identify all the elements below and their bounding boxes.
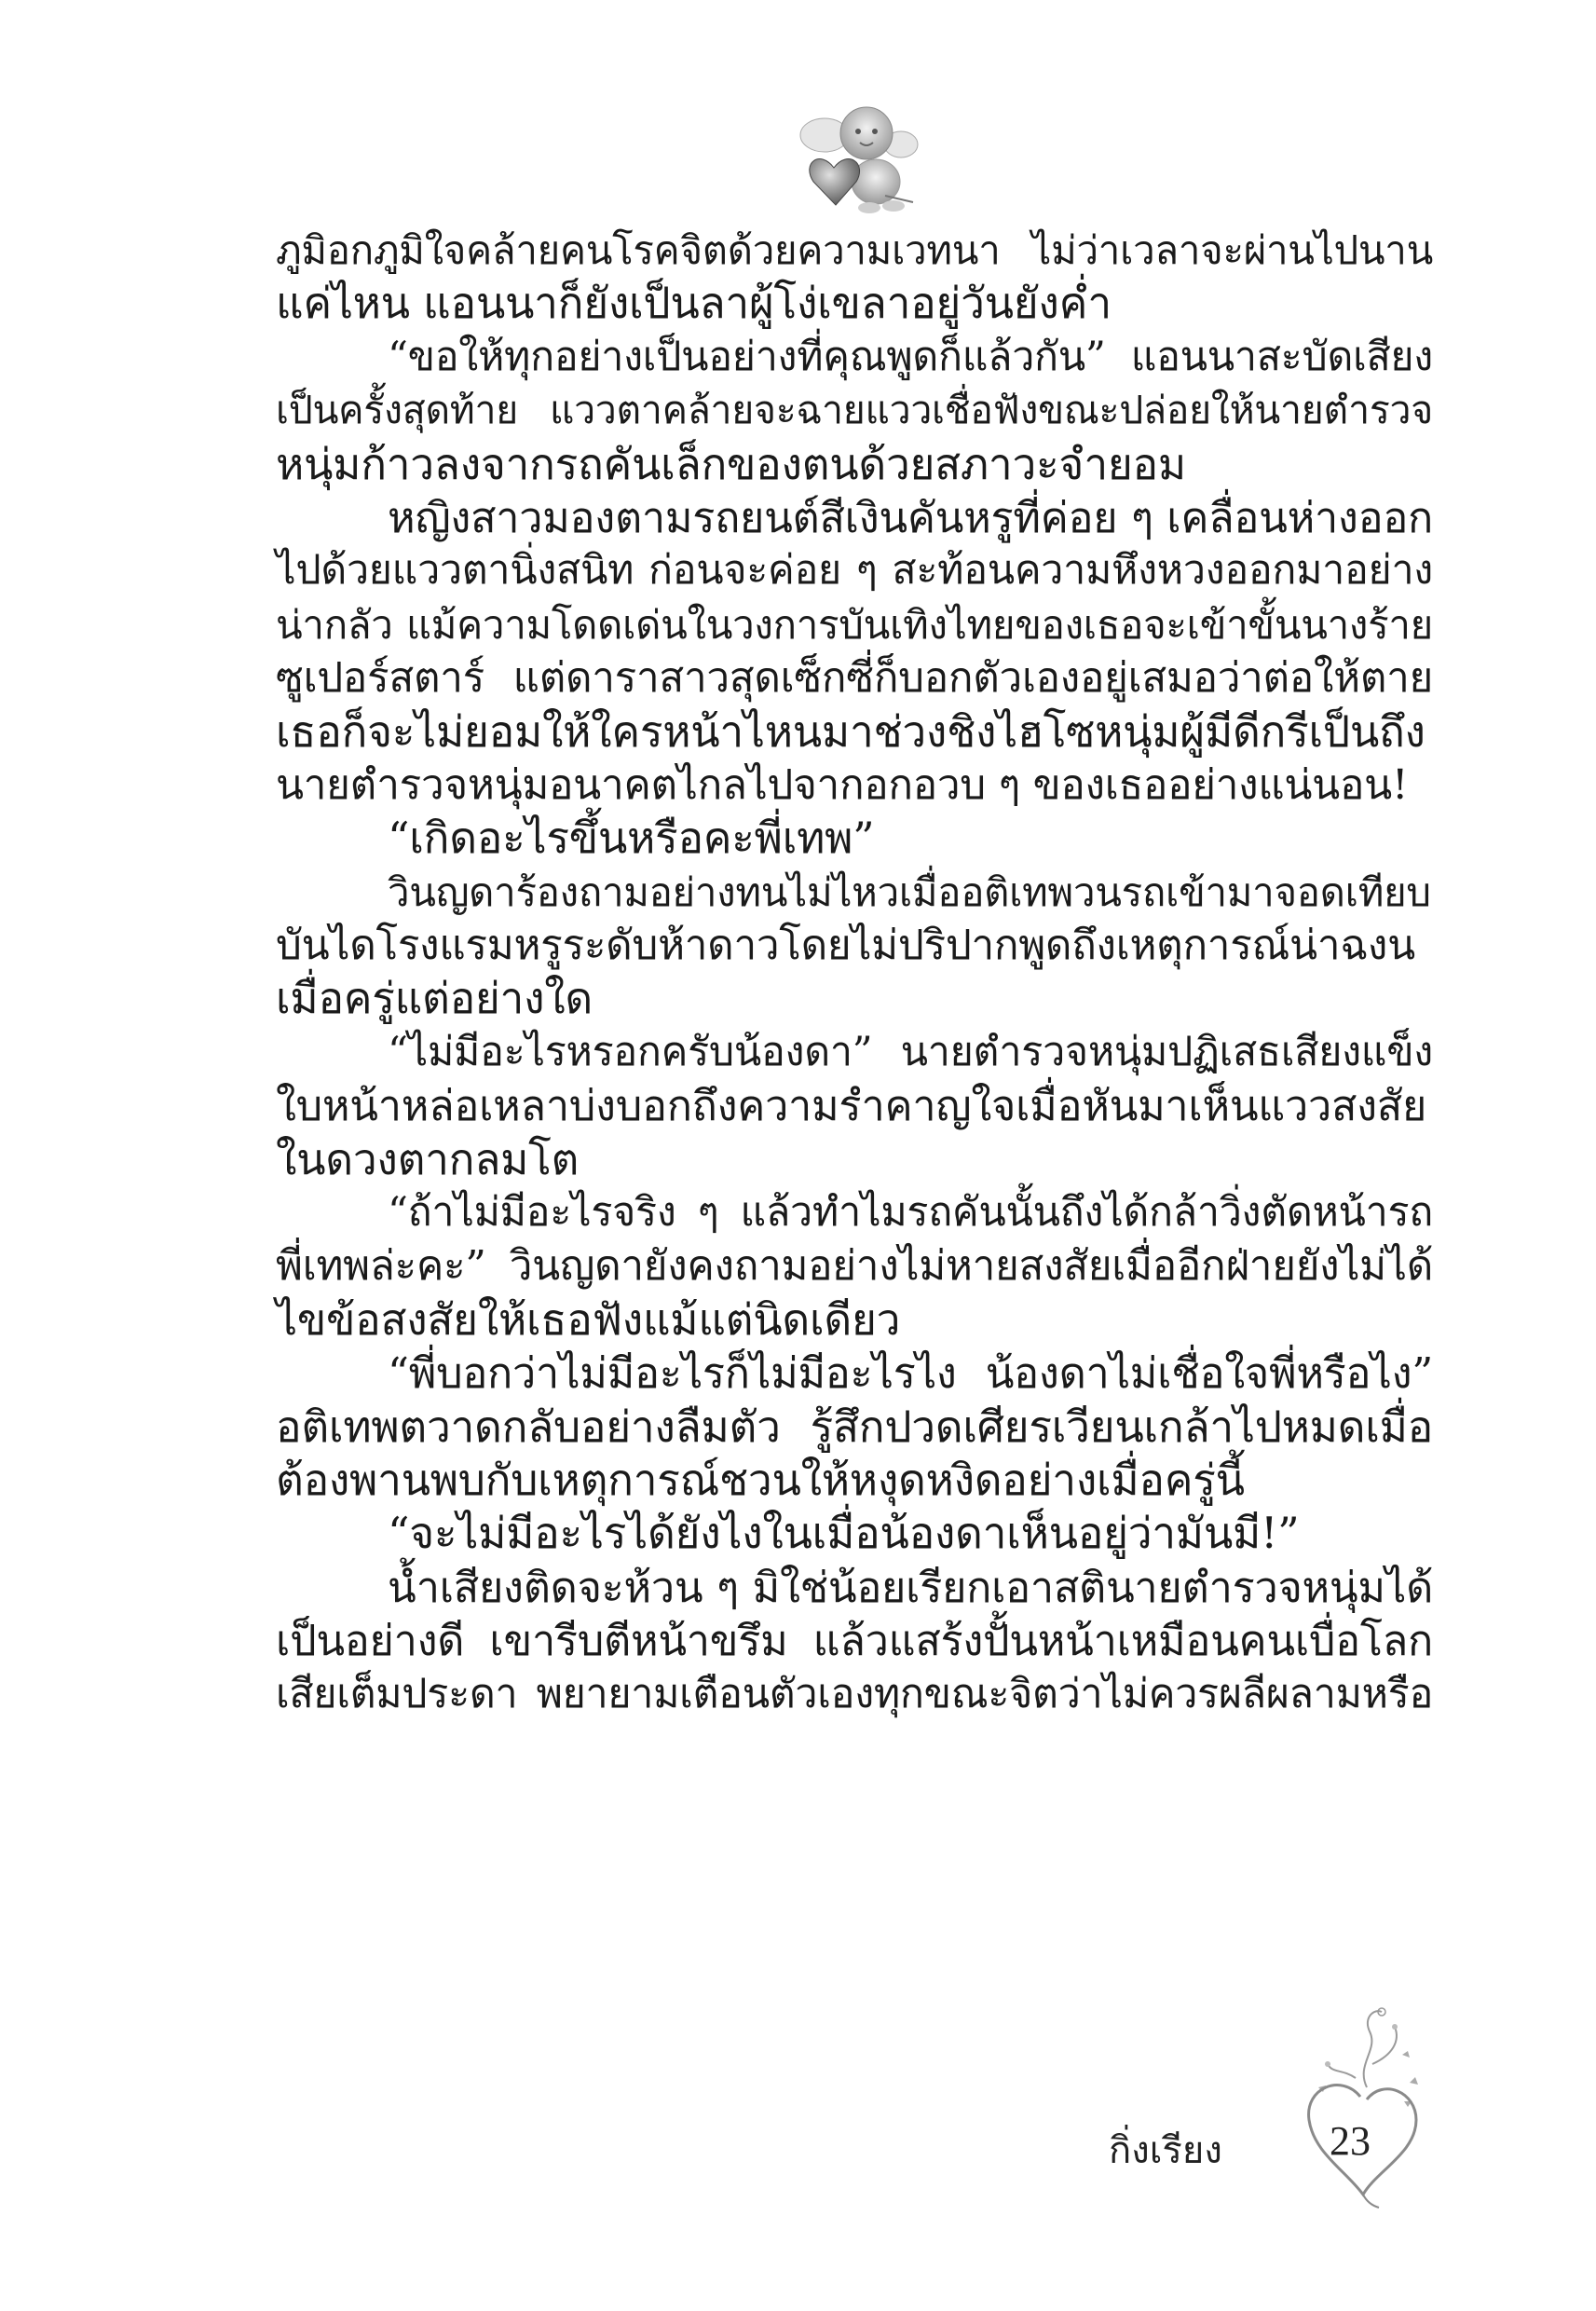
page-number: 23 — [1330, 2118, 1371, 2164]
text-line: “ไม่มีอะไรหรอกครับน้องดา” นายตำรวจหนุ่มปฏิเสธเสียงแข็ง — [388, 1028, 1433, 1075]
text-line: เธอก็จะไม่ยอมให้ใครหน้าไหนมาช่วงชิงไฮโซหนุ่มผู้มีดีกรีเป็นถึง — [276, 705, 1425, 757]
text-line: อติเทพตวาดกลับอย่างลืมตัว รู้สึกปวดเศียรเวียนเกล้าไปหมดเมื่อ — [276, 1401, 1433, 1452]
text-line: เสียเต็มประดา พยายามเตือนตัวเองทุกขณะจิตว่าไม่ควรผลีผลามหรือ — [276, 1670, 1433, 1717]
text-line: หญิงสาวมองตามรถยนต์สีเงินคันหรูที่ค่อย ๆ เคลื่อนห่างออก — [388, 492, 1433, 542]
text-line: “ถ้าไม่มีอะไรจริง ๆ แล้วทำไมรถคันนั้นถึงได้กล้าวิ่งตัดหน้ารถ — [388, 1189, 1433, 1237]
text-line: วินญดาร้องถามอย่างทนไม่ไหวเมื่ออติเทพวนรถเข้ามาจอดเทียบ — [388, 868, 1431, 915]
text-line: แค่ไหน แอนนาก็ยังเป็นลาผู้โง่เขลาอยู่วันยังค่ำ — [276, 278, 1112, 329]
text-line: “พี่บอกว่าไม่มีอะไรก็ไม่มีอะไรไง น้องดาไม่เชื่อใจพี่หรือไง” — [388, 1348, 1433, 1399]
text-line: “ขอให้ทุกอย่างเป็นอย่างที่คุณพูดก็แล้วกัน” แอนนาสะบัดเสียง — [388, 333, 1433, 380]
text-line: เป็นครั้งสุดท้าย แววตาคล้ายจะฉายแววเชื่อฟังขณะปล่อยให้นายตำรวจ — [276, 388, 1433, 433]
text-line: ต้องพานพบกับเหตุการณ์ชวนให้หงุดหงิดอย่างเมื่อครู่นี้ — [276, 1454, 1245, 1505]
text-line: ซูเปอร์สตาร์ แต่ดาราสาวสุดเซ็กซี่ก็บอกตัวเองอยู่เสมอว่าต่อให้ตาย — [276, 654, 1433, 703]
text-line: ไปด้วยแววตานิ่งสนิท ก่อนจะค่อย ๆ สะท้อนความหึงหวงออกมาอย่าง — [276, 547, 1433, 595]
text-line: ภูมิอกภูมิใจคล้ายคนโรคจิตด้วยความเวทนา ไม่ว่าเวลาจะผ่านไปนาน — [276, 227, 1433, 273]
text-line: ไขข้อสงสัยให้เธอฟังแม้แต่นิดเดียว — [276, 1293, 901, 1345]
text-line: ใบหน้าหล่อเหลาบ่งบอกถึงความรำคาญใจเมื่อหันมาเห็นแววสงสัย — [276, 1081, 1427, 1131]
cupid-with-heart-icon — [797, 98, 922, 219]
text-line: ในดวงตากลมโต — [276, 1133, 580, 1184]
text-line: หนุ่มก้าวลงจากรถคันเล็กของตนด้วยสภาวะจำยอม — [276, 438, 1186, 489]
text-line: นายตำรวจหนุ่มอนาคตไกลไปจากอกอวบ ๆ ของเธออย่างแน่นอน! — [276, 760, 1409, 809]
text-line: พี่เทพล่ะคะ” วินญดายังคงถามอย่างไม่หายสงสัยเมื่ออีกฝ่ายยังไม่ได้ — [276, 1242, 1433, 1291]
text-line: “เกิดอะไรขึ้นหรือคะพี่เทพ” — [388, 813, 875, 864]
text-line: “จะไม่มีอะไรได้ยังไงในเมื่อน้องดาเห็นอยู่ว่ามันมี!” — [388, 1508, 1300, 1559]
body-text — [276, 224, 1433, 1721]
text-line: เป็นอย่างดี เขารีบตีหน้าขรึม แล้วแสร้งปั้นหน้าเหมือนคนเบื่อโลก — [276, 1616, 1433, 1666]
text-line: น้ำเสียงติดจะห้วน ๆ มิใช่น้อยเรียกเอาสตินายตำรวจหนุ่มได้ — [388, 1562, 1433, 1612]
page-footer — [1109, 2083, 1425, 2204]
text-line: บันไดโรงแรมหรูระดับห้าดาวโดยไม่ปริปากพูดถึงเหตุการณ์น่าฉงน — [276, 922, 1415, 970]
book-title: กิ่งเรียง — [1109, 2129, 1222, 2172]
text-line: เมื่อครู่แต่อย่างใด — [276, 973, 593, 1024]
text-line: น่ากลัว แม้ความโดดเด่นในวงการบันเทิงไทยของเธอจะเข้าขั้นนางร้าย — [276, 601, 1433, 648]
heart-vine-ornament-icon — [1290, 1999, 1430, 2213]
